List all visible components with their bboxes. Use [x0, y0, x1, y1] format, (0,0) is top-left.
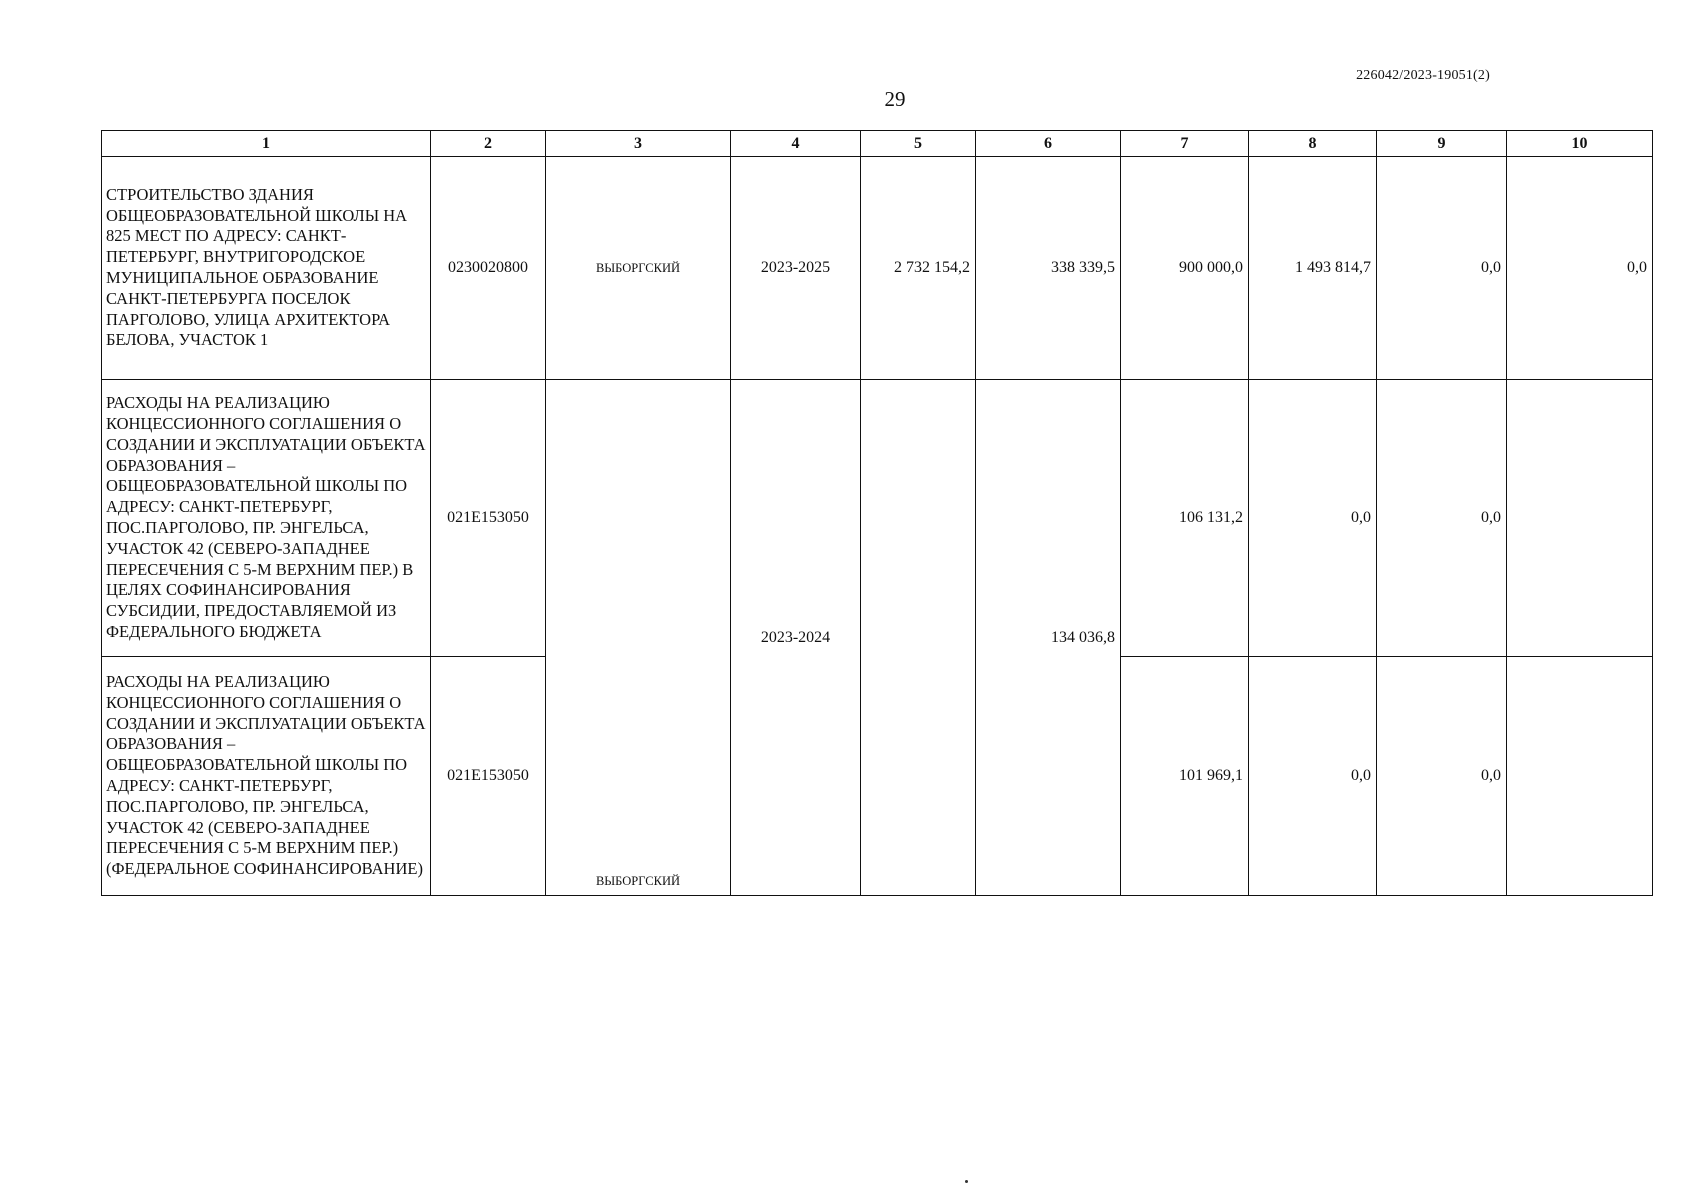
column-header-7: 7 — [1121, 131, 1249, 157]
column-header-10: 10 — [1507, 131, 1653, 157]
header-row — [102, 131, 1653, 157]
scan-dot — [965, 1180, 968, 1183]
row-2-col8: 0,0 — [1249, 380, 1377, 657]
merged-district — [546, 380, 731, 896]
column-header-6: 6 — [976, 131, 1121, 157]
merged-district-label: ВЫБОРГСКИЙ — [595, 874, 681, 888]
row-1-col6: 338 339,5 — [976, 157, 1121, 380]
column-header-1: 1 — [102, 131, 431, 157]
row-3-col10 — [1507, 657, 1653, 896]
merged-period-label: 2023-2024 — [760, 628, 831, 646]
row-1-col7: 900 000,0 — [1121, 157, 1249, 380]
row-1-code: 0230020800 — [431, 157, 546, 380]
row-1-name: СТРОИТЕЛЬСТВО ЗДАНИЯ ОБЩЕОБРАЗОВАТЕЛЬНОЙ ШКОЛЫ НА 825 МЕСТ ПО АДРЕСУ: САНКТ-ПЕТЕРБУРГ, ВНУТРИГОРОДСКОЕ МУНИЦИПАЛЬНОЕ ОБРАЗОВАНИЕ САНКТ-ПЕТЕРБУРГА ПОСЕЛОК ПАРГОЛОВО, УЛИЦА АРХИТЕКТОРА БЕЛОВА, УЧАСТОК 1 — [102, 157, 431, 380]
merged-col5 — [861, 380, 976, 896]
column-header-8: 8 — [1249, 131, 1377, 157]
merged-period — [731, 380, 861, 896]
table-row — [102, 157, 1653, 380]
document-number: 226042/2023-19051(2) — [1356, 68, 1490, 83]
row-1-col8: 1 493 814,7 — [1249, 157, 1377, 380]
column-header-4: 4 — [731, 131, 861, 157]
row-1-period: 2023-2025 — [731, 157, 861, 380]
row-2-col9: 0,0 — [1377, 380, 1507, 657]
data-table — [101, 130, 1653, 896]
row-1-col9: 0,0 — [1377, 157, 1507, 380]
column-header-2: 2 — [431, 131, 546, 157]
merged-col6 — [976, 380, 1121, 896]
table-row — [102, 380, 1653, 657]
row-2-name: РАСХОДЫ НА РЕАЛИЗАЦИЮ КОНЦЕССИОННОГО СОГЛАШЕНИЯ О СОЗДАНИИ И ЭКСПЛУАТАЦИИ ОБЪЕКТА ОБРАЗОВАНИЯ – ОБЩЕОБРАЗОВАТЕЛЬНОЙ ШКОЛЫ ПО АДРЕСУ: САНКТ-ПЕТЕРБУРГ, ПОС.ПАРГОЛОВО, ПР. ЭНГЕЛЬСА, УЧАСТОК 42 (СЕВЕРО-ЗАПАДНЕЕ ПЕРЕСЕЧЕНИЯ С 5-М ВЕРХНИМ ПЕР.) В ЦЕЛЯХ СОФИНАНСИРОВАНИЯ СУБСИДИИ, ПРЕДОСТАВЛЯЕМОЙ ИЗ ФЕДЕРАЛЬНОГО БЮДЖЕТА — [102, 380, 431, 657]
row-3-name: РАСХОДЫ НА РЕАЛИЗАЦИЮ КОНЦЕССИОННОГО СОГЛАШЕНИЯ О СОЗДАНИИ И ЭКСПЛУАТАЦИИ ОБЪЕКТА ОБРАЗОВАНИЯ – ОБЩЕОБРАЗОВАТЕЛЬНОЙ ШКОЛЫ ПО АДРЕСУ: САНКТ-ПЕТЕРБУРГ, ПОС.ПАРГОЛОВО, ПР. ЭНГЕЛЬСА, УЧАСТОК 42 (СЕВЕРО-ЗАПАДНЕЕ ПЕРЕСЕЧЕНИЯ С 5-М ВЕРХНИМ ПЕР.) (ФЕДЕРАЛЬНОЕ СОФИНАНСИРОВАНИЕ) — [102, 657, 431, 896]
column-header-9: 9 — [1377, 131, 1507, 157]
row-2-col7: 106 131,2 — [1121, 380, 1249, 657]
merged-col6-value: 134 036,8 — [1051, 628, 1115, 646]
row-3-code: 021E153050 — [431, 657, 546, 896]
column-header-5: 5 — [861, 131, 976, 157]
page-number: 29 — [884, 87, 906, 111]
row-1-col5: 2 732 154,2 — [861, 157, 976, 380]
row-2-col10 — [1507, 380, 1653, 657]
row-1-district: ВЫБОРГСКИЙ — [546, 157, 731, 380]
row-3-col8: 0,0 — [1249, 657, 1377, 896]
row-2-code: 021E153050 — [431, 380, 546, 657]
column-header-3: 3 — [546, 131, 731, 157]
row-3-col7: 101 969,1 — [1121, 657, 1249, 896]
row-1-col10: 0,0 — [1507, 157, 1653, 380]
row-3-col9: 0,0 — [1377, 657, 1507, 896]
